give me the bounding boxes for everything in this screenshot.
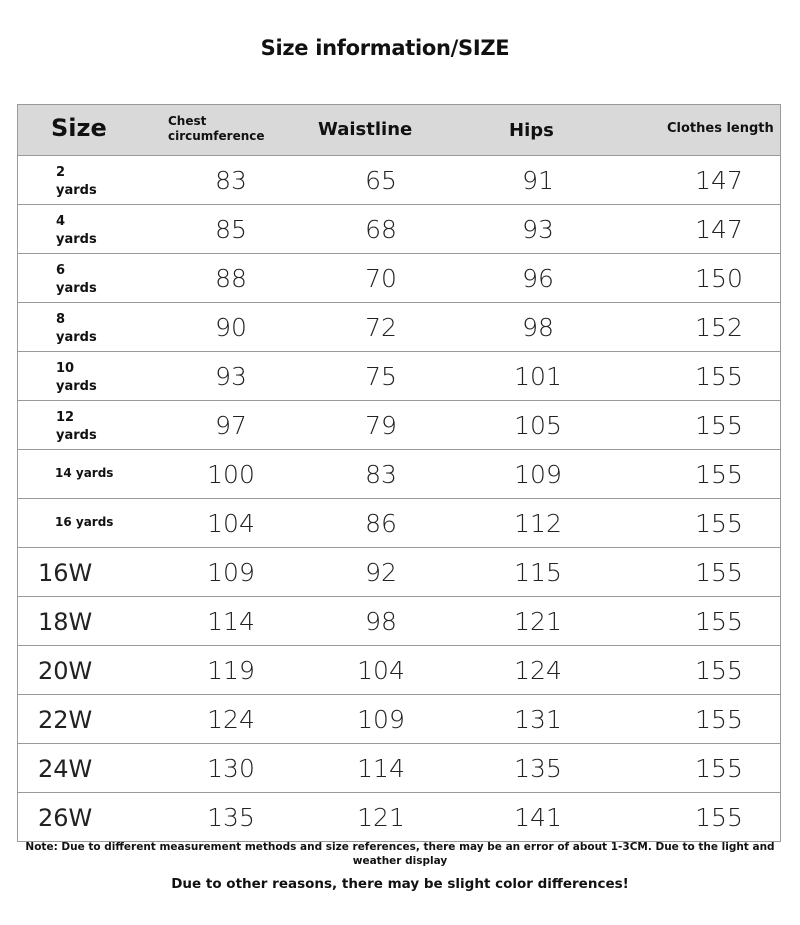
waistline-cell: 109 bbox=[357, 705, 405, 734]
waistline-cell: 98 bbox=[365, 607, 397, 636]
hips-cell: 98 bbox=[522, 313, 554, 342]
clothes-length-cell: 155 bbox=[695, 803, 743, 832]
size-cell bbox=[56, 164, 97, 200]
waistline-cell: 65 bbox=[365, 166, 397, 195]
waistline-cell: 86 bbox=[365, 509, 397, 538]
size-unit: yards bbox=[56, 330, 97, 345]
hips-cell: 135 bbox=[514, 754, 562, 783]
clothes-length-cell: 155 bbox=[695, 558, 743, 587]
chest-cell: 109 bbox=[207, 558, 255, 587]
table-row bbox=[18, 548, 780, 597]
chest-cell: 130 bbox=[207, 754, 255, 783]
size-number: 12 bbox=[56, 410, 75, 425]
table-row bbox=[18, 401, 780, 450]
size-cell: 24W bbox=[38, 755, 93, 783]
size-unit: yards bbox=[56, 281, 97, 296]
table-row bbox=[18, 254, 780, 303]
hips-cell: 93 bbox=[522, 215, 554, 244]
table-row bbox=[18, 646, 780, 695]
header-chest-line2: circumference bbox=[168, 129, 265, 143]
header-chest-line1: Chest bbox=[168, 114, 207, 128]
table-body bbox=[18, 156, 780, 841]
chest-cell: 97 bbox=[215, 411, 247, 440]
header-waistline: Waistline bbox=[318, 119, 413, 140]
chest-cell: 124 bbox=[207, 705, 255, 734]
hips-cell: 91 bbox=[522, 166, 554, 195]
waistline-cell: 72 bbox=[365, 313, 397, 342]
clothes-length-cell: 150 bbox=[695, 264, 743, 293]
size-table bbox=[17, 104, 781, 842]
chest-cell: 100 bbox=[207, 460, 255, 489]
clothes-length-cell: 155 bbox=[695, 509, 743, 538]
hips-cell: 115 bbox=[514, 558, 562, 587]
size-unit: yards bbox=[56, 379, 97, 394]
clothes-length-cell: 155 bbox=[695, 460, 743, 489]
waistline-cell: 79 bbox=[365, 411, 397, 440]
size-unit: yards bbox=[56, 183, 97, 198]
table-row bbox=[18, 597, 780, 646]
size-cell: 18W bbox=[38, 608, 93, 636]
clothes-length-cell: 152 bbox=[695, 313, 743, 342]
chest-cell: 93 bbox=[215, 362, 247, 391]
hips-cell: 96 bbox=[522, 264, 554, 293]
clothes-length-cell: 155 bbox=[695, 411, 743, 440]
size-cell: 16 yards bbox=[55, 515, 114, 529]
size-number: 6 bbox=[56, 263, 66, 278]
waistline-cell: 68 bbox=[365, 215, 397, 244]
hips-cell: 105 bbox=[514, 411, 562, 440]
hips-cell: 112 bbox=[514, 509, 562, 538]
size-cell bbox=[56, 213, 97, 249]
hips-cell: 131 bbox=[514, 705, 562, 734]
table-row bbox=[18, 793, 780, 841]
chest-cell: 119 bbox=[207, 656, 255, 685]
table-row bbox=[18, 303, 780, 352]
waistline-cell: 121 bbox=[357, 803, 405, 832]
hips-cell: 124 bbox=[514, 656, 562, 685]
hips-cell: 121 bbox=[514, 607, 562, 636]
header-hips: Hips bbox=[509, 120, 554, 141]
chest-cell: 104 bbox=[207, 509, 255, 538]
size-cell: 14 yards bbox=[55, 466, 114, 480]
chest-cell: 85 bbox=[215, 215, 247, 244]
size-cell bbox=[56, 360, 97, 396]
clothes-length-cell: 155 bbox=[695, 607, 743, 636]
size-number: 10 bbox=[56, 361, 75, 376]
table-row bbox=[18, 744, 780, 793]
chest-cell: 90 bbox=[215, 313, 247, 342]
waistline-cell: 114 bbox=[357, 754, 405, 783]
clothes-length-cell: 147 bbox=[695, 166, 743, 195]
size-cell: 16W bbox=[38, 559, 93, 587]
page-title: Size information/SIZE bbox=[260, 36, 510, 60]
waistline-cell: 70 bbox=[365, 264, 397, 293]
table-row bbox=[18, 205, 780, 254]
color-note-text: Due to other reasons, there may be slight color differences! bbox=[171, 876, 629, 892]
size-cell: 20W bbox=[38, 657, 93, 685]
hips-cell: 101 bbox=[514, 362, 562, 391]
size-number: 2 bbox=[56, 165, 66, 180]
size-unit: yards bbox=[56, 428, 97, 443]
size-unit: yards bbox=[56, 232, 97, 247]
hips-cell: 141 bbox=[514, 803, 562, 832]
header-clothes-length: Clothes length bbox=[667, 121, 774, 136]
size-cell bbox=[56, 262, 97, 298]
clothes-length-cell: 155 bbox=[695, 754, 743, 783]
waistline-cell: 92 bbox=[365, 558, 397, 587]
chest-cell: 88 bbox=[215, 264, 247, 293]
chest-cell: 135 bbox=[207, 803, 255, 832]
note-text: Note: Due to different measurement methods and size references, there may be an error of about 1-3CM. Due to the light and weather display bbox=[25, 841, 775, 867]
size-number: 4 bbox=[56, 214, 66, 229]
clothes-length-cell: 155 bbox=[695, 705, 743, 734]
size-cell: 22W bbox=[38, 706, 93, 734]
clothes-length-cell: 155 bbox=[695, 362, 743, 391]
table-row bbox=[18, 156, 780, 205]
clothes-length-cell: 155 bbox=[695, 656, 743, 685]
table-row bbox=[18, 695, 780, 744]
chest-cell: 83 bbox=[215, 166, 247, 195]
table-row bbox=[18, 352, 780, 401]
waistline-cell: 104 bbox=[357, 656, 405, 685]
table-row bbox=[18, 499, 780, 548]
clothes-length-cell: 147 bbox=[695, 215, 743, 244]
table-header bbox=[18, 105, 780, 156]
size-cell bbox=[56, 311, 97, 347]
size-cell bbox=[56, 409, 97, 445]
size-cell: 26W bbox=[38, 804, 93, 832]
header-size: Size bbox=[51, 114, 107, 142]
waistline-cell: 75 bbox=[365, 362, 397, 391]
chest-cell: 114 bbox=[207, 607, 255, 636]
header-chest bbox=[168, 114, 265, 144]
hips-cell: 109 bbox=[514, 460, 562, 489]
size-number: 8 bbox=[56, 312, 66, 327]
waistline-cell: 83 bbox=[365, 460, 397, 489]
table-row bbox=[18, 450, 780, 499]
